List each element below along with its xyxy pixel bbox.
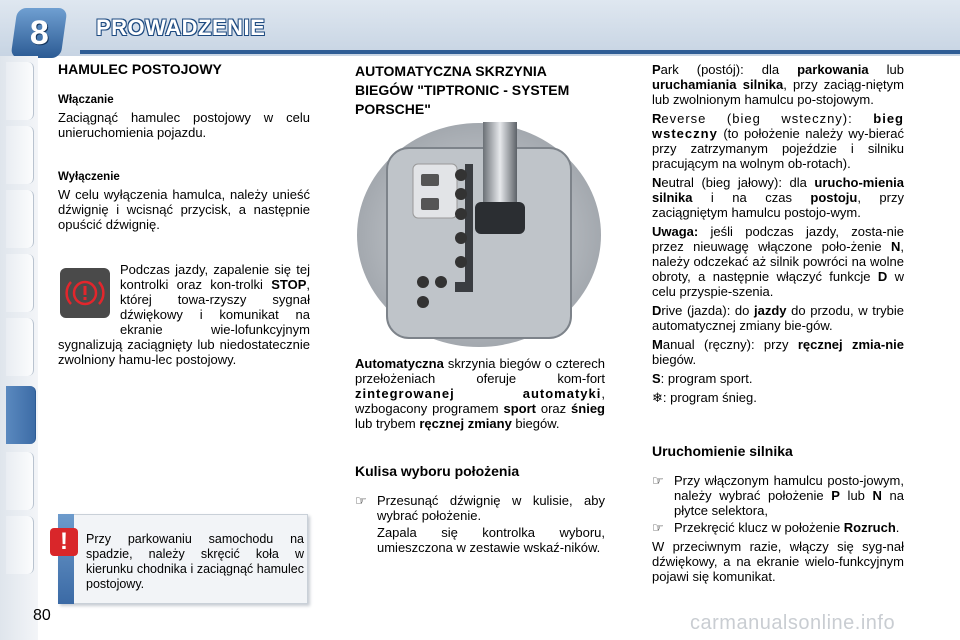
parking-brake-title: HAMULEC POSTOJOWY bbox=[58, 61, 222, 77]
selector-section bbox=[355, 464, 605, 555]
desc-bold-3: sport bbox=[503, 401, 536, 416]
gearbox-title-block bbox=[355, 62, 605, 119]
position-drive: Drive (jazda): do jazdy do przodu, w trybie automatycznej zmiany bie-gów. bbox=[652, 303, 905, 333]
positions-section bbox=[652, 62, 904, 405]
parking-brake-section bbox=[58, 62, 310, 232]
desc-bold-2: zintegrowanej automatyki bbox=[355, 386, 602, 401]
release-heading: Wyłączenie bbox=[58, 171, 120, 183]
gearbox-title: AUTOMATYCZNA SKRZYNIA BIEGÓW "TIPTRONIC - SYSTEM PORSCHE" bbox=[355, 63, 570, 117]
chapter-tab-3[interactable] bbox=[6, 190, 34, 248]
chapter-title: PROWADZENIE bbox=[96, 15, 266, 40]
hand-pointer-icon: ☞ bbox=[355, 493, 367, 508]
watermark: carmanualsonline.info bbox=[690, 612, 896, 634]
desc-bold-5: ręcznej zmiany bbox=[419, 416, 512, 431]
warning-exclamation-icon: ! bbox=[50, 528, 78, 556]
engage-text: Zaciągnąć hamulec postojowy w celu unieruchomienia pojazdu. bbox=[58, 110, 310, 140]
chapter-tab-5[interactable] bbox=[6, 318, 34, 376]
snowflake-icon: ❄ bbox=[652, 390, 663, 405]
chapter-tab-strip bbox=[0, 56, 38, 640]
chapter-number: 8 bbox=[29, 13, 49, 52]
chapter-tab-8-active[interactable] bbox=[6, 386, 36, 444]
selector-item-1 bbox=[355, 493, 605, 523]
selector-item-1-text: Przesunąć dźwignię w kulisie, aby wybrać położenie. bbox=[377, 493, 605, 523]
position-reverse: Reverse (bieg wsteczny): bieg wsteczny (to położenie należy wy-bierać przy zatrzymanym pojeździe i silniku pracującym na wolnym ob-rotach). bbox=[652, 111, 904, 171]
engine-start-heading: Uruchomienie silnika bbox=[652, 443, 793, 459]
desc-bold-4: śnieg bbox=[571, 401, 605, 416]
header-rule bbox=[80, 50, 960, 54]
gearbox-description bbox=[355, 356, 605, 431]
engine-start-item-2: ☞ Przekręcić klucz w położenie Rozruch. bbox=[652, 520, 900, 535]
desc-text-1: skrzynia biegów o czterech przełożeniach oferuje kom-fort bbox=[355, 356, 605, 386]
position-note: Uwaga: jeśli podczas jazdy, zosta-nie przez nieuwagę włączone poło-żenie N, należy odczekać aż silnik powróci na wolne obroty, a następnie włączyć funkcje D w celu przyspie-szenia. bbox=[652, 224, 904, 299]
hand-pointer-icon: ☞ bbox=[652, 520, 664, 535]
engine-start-item-1: ☞ Przy włączonym hamulcu posto-jowym, należy wybrać położenie P lub N na płytce selektora, bbox=[652, 473, 904, 518]
release-text: W celu wyłączenia hamulca, należy unieść dźwignię i wcisnąć przycisk, a następnie opuścić dźwignię. bbox=[58, 187, 310, 232]
engage-heading: Włączanie bbox=[58, 94, 114, 106]
chapter-tab-9[interactable] bbox=[6, 452, 34, 510]
engine-start-footer: W przeciwnym razie, włączy się syg-nał dźwiękowy, a na ekranie wielo-funkcyjnym pojawi się komunikat. bbox=[652, 539, 904, 584]
chapter-tab-2[interactable] bbox=[6, 126, 34, 184]
chapter-tab-4[interactable] bbox=[6, 254, 34, 312]
selector-item-2: Zapala się kontrolka wyboru, umieszczona w zestawie wskaź-ników. bbox=[377, 525, 605, 555]
warning-stop-word: STOP bbox=[271, 277, 307, 292]
brake-warning-text bbox=[58, 262, 310, 367]
engine-start-section bbox=[652, 444, 904, 584]
chapter-badge bbox=[10, 8, 67, 58]
chapter-tab-1[interactable] bbox=[6, 62, 34, 120]
desc-bold-1: Automatyczna bbox=[355, 356, 444, 371]
page-number: 80 bbox=[33, 607, 51, 624]
chapter-tab-10[interactable] bbox=[6, 516, 34, 574]
position-snow: ❄: program śnieg. bbox=[652, 390, 757, 405]
gear-selector-photo bbox=[355, 122, 603, 348]
warning-text-part-2: , której towa-rzyszy sygnał dźwiękowy i komunikat na ekranie wie-lofunkcyjnym sygnalizują zaciągnięty lub niedostatecznie zwolniony hamu-lec postojowy. bbox=[58, 277, 310, 367]
position-neutral: Neutral (bieg jałowy): dla urucho-mienia silnika i na czas postoju, przy zaciągniętym hamulcu postojo-wym. bbox=[652, 175, 904, 220]
hand-pointer-icon: ☞ bbox=[652, 473, 664, 488]
desc-text-3: oraz bbox=[535, 401, 572, 416]
selector-heading: Kulisa wyboru położenia bbox=[355, 463, 520, 479]
position-manual: Manual (ręczny): przy ręcznej zmia-nie biegów. bbox=[652, 337, 904, 367]
position-park: Park (postój): dla parkowania lub uruchamiania silnika, przy zaciąg-niętym lub zwolnionym hamulcu po-stojowym. bbox=[652, 62, 904, 107]
desc-text-4: lub trybem bbox=[355, 416, 420, 431]
desc-text-2: , wzbogacony programem bbox=[355, 386, 605, 416]
warning-text-part-1: Podczas jazdy, zapalenie się tej kontrolki oraz kon-trolki bbox=[120, 262, 310, 292]
desc-text-5: biegów. bbox=[511, 416, 560, 431]
position-sport: S: program sport. bbox=[652, 371, 753, 386]
warning-box-text: Przy parkowaniu samochodu na spadzie, należy skręcić koła w kierunku chodnika i zaciągnąć hamulec postojowy. bbox=[86, 532, 304, 591]
